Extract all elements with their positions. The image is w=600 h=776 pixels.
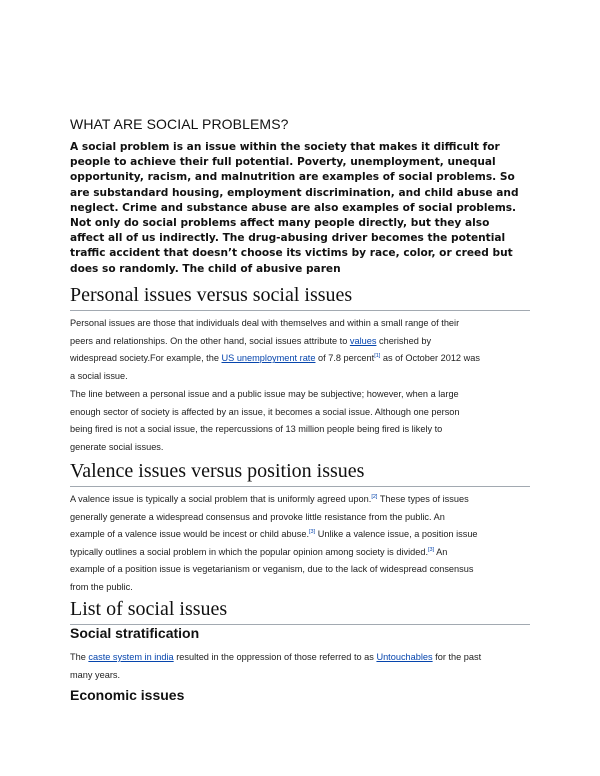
heading-list-of-social-issues: List of social issues [70, 598, 530, 625]
intro-line: people to achieve their full potential. Poverty, unemployment, unequal [70, 156, 496, 169]
intro-line: does so randomly. The child of abusive paren [70, 262, 341, 275]
paragraph-line: enough sector of society is affected by an issue, it becomes a social issue. Although one person [70, 406, 460, 417]
heading-personal-vs-social: Personal issues versus social issues [70, 284, 530, 311]
paragraph-line [70, 350, 532, 368]
paragraph-line [70, 544, 532, 562]
text-run: A valence issue is typically a social problem that is uniformly agreed upon. [70, 494, 372, 504]
personal-paragraph-1 [70, 315, 532, 385]
intro-line: neglect. Crime and substance abuse are also examples of social problems. [70, 201, 517, 214]
text-run: of 7.8 percent [315, 353, 375, 364]
valence-paragraph [70, 491, 532, 597]
heading-social-stratification: Social stratification [70, 625, 200, 641]
paragraph-line [70, 649, 532, 667]
us-unemployment-rate-link[interactable]: US unemployment rate [221, 353, 316, 364]
paragraph-line: a social issue. [70, 370, 128, 381]
paragraph-line: generally generate a widespread consensus and provoke little resistance from the public. An [70, 511, 445, 522]
citation-link[interactable]: [3] [309, 529, 316, 536]
text-run: for the past [432, 652, 482, 662]
paragraph-line: example of a position issue is vegetarianism or veganism, due to the lack of widespread consensus [70, 564, 474, 575]
paragraph-line: generate social issues. [70, 441, 164, 452]
document-title: WHAT ARE SOCIAL PROBLEMS? [70, 116, 289, 132]
intro-line: Not only do social problems affect many people directly, but they also [70, 217, 490, 230]
untouchables-link[interactable]: Untouchables [376, 652, 433, 662]
heading-economic-issues: Economic issues [70, 687, 185, 703]
paragraph-line: from the public. [70, 581, 133, 592]
heading-valence-vs-position: Valence issues versus position issues [70, 460, 530, 487]
citation-link[interactable]: [2] [371, 493, 378, 500]
text-run: These types of issues [377, 494, 469, 504]
caste-system-link[interactable]: caste system in india [88, 652, 174, 662]
paragraph-line: being fired is not a social issue, the repercussions of 13 million people being fired is likely to [70, 424, 443, 435]
stratification-paragraph [70, 649, 532, 684]
intro-paragraph [70, 140, 532, 277]
text-run: as of October 2012 was [380, 353, 480, 364]
values-link[interactable]: values [349, 335, 377, 346]
paragraph-line [70, 526, 532, 544]
paragraph-line: The line between a personal issue and a public issue may be subjective; however, when a large [70, 389, 459, 399]
text-run: cherished by [376, 335, 432, 346]
text-run: typically outlines a social problem in which the popular opinion among society is divided. [70, 546, 428, 557]
citation-link[interactable]: [1] [374, 353, 381, 360]
personal-paragraph-2 [70, 386, 532, 456]
text-run: example of a valence issue would be incest or child abuse. [70, 529, 310, 540]
text-run: The [70, 652, 89, 662]
intro-line: traffic accident that doesn’t choose its victims by race, color, or creed but [70, 247, 513, 260]
text-run: Unlike a valence issue, a position issue [315, 529, 478, 540]
text-run: peers and relationships. On the other hand, social issues attribute to [70, 335, 350, 346]
paragraph-line: many years. [70, 669, 121, 680]
text-run: resulted in the oppression of those referred to as [173, 652, 377, 662]
intro-line: affect all of us indirectly. The drug-abusing driver becomes the potential [70, 232, 506, 245]
intro-line: A social problem is an issue within the society that makes it difficult for [70, 141, 500, 153]
intro-line: are substandard housing, employment discrimination, and child abuse and [70, 186, 519, 199]
paragraph-line [70, 333, 532, 351]
paragraph-line: Personal issues are those that individuals deal with themselves and within a small range of their [70, 318, 460, 328]
paragraph-line [70, 491, 532, 509]
text-run: widespread society.For example, the [70, 353, 222, 364]
citation-link[interactable]: [3] [428, 546, 435, 553]
text-run: An [434, 546, 448, 557]
intro-line: opportunity, racism, and malnutrition are examples of social problems. So [70, 171, 515, 184]
